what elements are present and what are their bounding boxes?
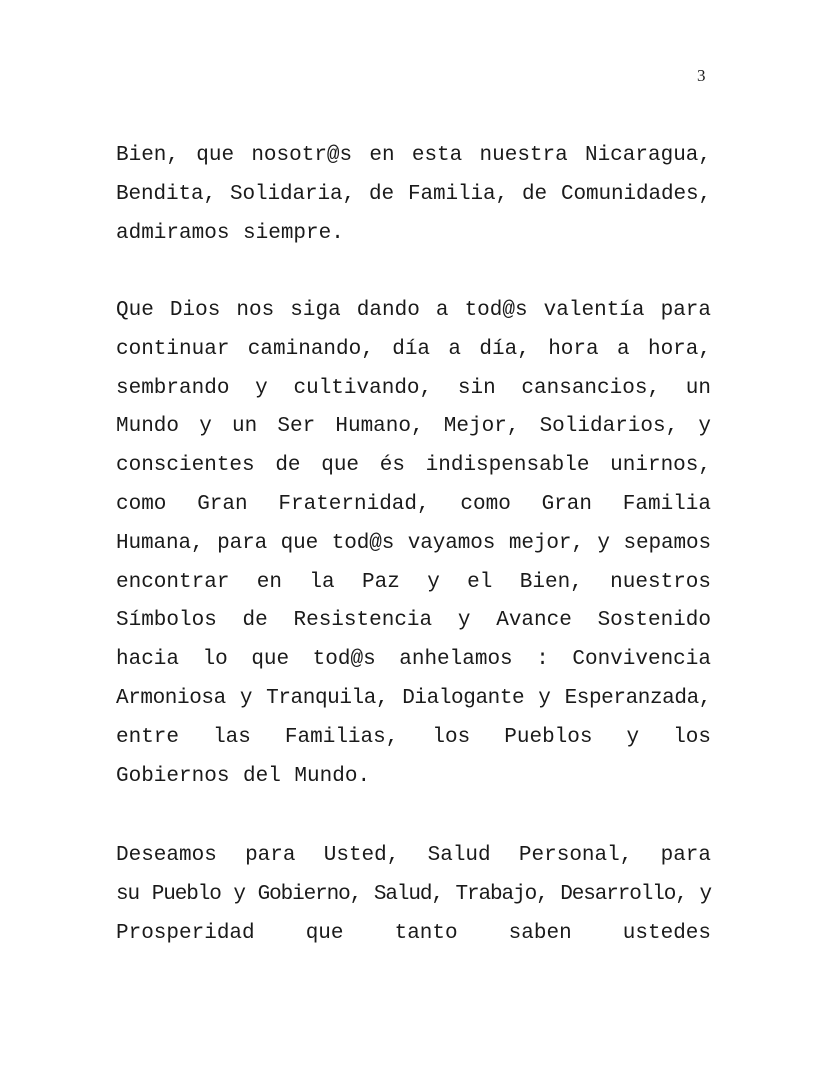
paragraph-line: Deseamos para Usted, Salud Personal, para — [116, 844, 711, 867]
paragraph-line: Gobiernos del Mundo. — [116, 764, 371, 788]
paragraph-line: Que Dios nos siga dando a tod@s valentía para — [116, 299, 711, 322]
paragraph-3 — [116, 837, 711, 953]
paragraph-line: Humana, para que tod@s vayamos mejor, y sepamos — [116, 531, 711, 555]
paragraph-line: continuar caminando, día a día, hora a hora, — [116, 337, 711, 361]
paragraph-2 — [116, 292, 711, 796]
paragraph-line: Bien, que nosotr@s en esta nuestra Nicaragua, — [116, 144, 711, 167]
paragraph-line: encontrar en la Paz y el Bien, nuestros — [116, 570, 711, 594]
paragraph-line: hacia lo que tod@s anhelamos : Convivencia — [116, 648, 711, 672]
paragraph-1 — [116, 137, 711, 253]
page-number: 3 — [697, 66, 706, 85]
paragraph-line: Bendita, Solidaria, de Familia, de Comunidades, — [116, 182, 711, 206]
paragraph-line: conscientes de que és indispensable unirnos, — [116, 454, 711, 478]
paragraph-line: como Gran Fraternidad, como Gran Familia — [116, 492, 711, 516]
paragraph-line: Símbolos de Resistencia y Avance Sostenido — [116, 609, 711, 633]
paragraph-line: Mundo y un Ser Humano, Mejor, Solidarios, y — [116, 415, 711, 439]
paragraph-line: Prosperidad que tanto saben ustedes — [116, 921, 711, 945]
paragraph-line: sembrando y cultivando, sin cansancios, un — [116, 376, 711, 400]
paragraph-line: admiramos siempre. — [116, 221, 344, 245]
paragraph-line: su Pueblo y Gobierno, Salud, Trabajo, Desarrollo, y — [116, 882, 711, 906]
paragraph-line: entre las Familias, los Pueblos y los — [116, 725, 711, 749]
paragraph-line: Armoniosa y Tranquila, Dialogante y Esperanzada, — [116, 686, 711, 710]
